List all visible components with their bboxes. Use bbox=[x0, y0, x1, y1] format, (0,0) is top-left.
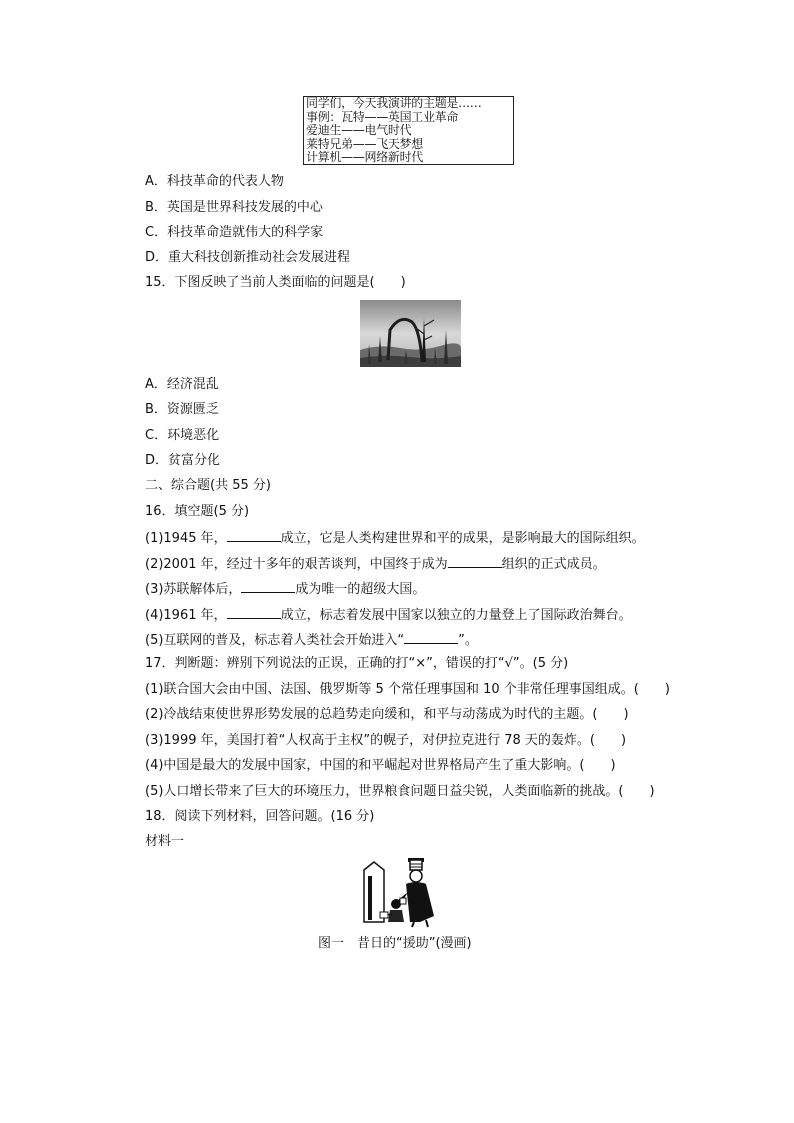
q17-item-5: (5)人口增长带来了巨大的环境压力，世界粮食问题日益尖锐，人类面临新的挑战。( ) bbox=[145, 784, 655, 799]
q16-item-2 bbox=[145, 555, 606, 573]
q16-item-3-before: (3)苏联解体后， bbox=[145, 582, 242, 597]
q16-title: 16．填空题(5 分) bbox=[145, 504, 250, 519]
q17-title: 17．判断题：辨别下列说法的正误，正确的打“×”，错误的打“√”。(5 分) bbox=[145, 656, 569, 671]
q16-item-4-after: 成立，标志着发展中国家以独立的力量登上了国际政治舞台。 bbox=[280, 608, 632, 623]
q17-item-3: (3)1999 年，美国打着“人权高于主权”的幌子，对伊拉克进行 78 天的轰炸。( ) bbox=[145, 733, 627, 748]
q16-item-5-after: ”。 bbox=[458, 633, 478, 648]
answer-blank[interactable] bbox=[241, 580, 295, 593]
material-label: 材料一 bbox=[145, 834, 185, 849]
q14-option-c: C．科技革命造就伟大的科学家 bbox=[145, 225, 324, 240]
q16-item-2-after: 组织的正式成员。 bbox=[501, 557, 606, 572]
quote-line: 事例：瓦特——英国工业革命 bbox=[306, 109, 459, 124]
answer-blank[interactable] bbox=[404, 631, 458, 644]
q16-item-5 bbox=[145, 631, 478, 649]
q18-title: 18．阅读下列材料，回答问题。(16 分) bbox=[145, 809, 375, 824]
q15-option-b: B．资源匮乏 bbox=[145, 402, 219, 417]
quote-line: 爱迪生——电气时代 bbox=[306, 123, 412, 137]
q14-option-b: B．英国是世界科技发展的中心 bbox=[145, 200, 323, 215]
q16-item-4-before: (4)1961 年， bbox=[145, 608, 227, 623]
q14-option-d: D．重大科技创新推动社会发展进程 bbox=[145, 250, 351, 265]
answer-blank[interactable] bbox=[227, 606, 281, 619]
section2-title: 二、综合题(共 55 分) bbox=[145, 478, 271, 493]
quote-line: 同学们，今天我演讲的主题是…… bbox=[306, 96, 482, 110]
q16-item-1 bbox=[145, 529, 645, 547]
figure-caption: 图一 昔日的“援助”(漫画) bbox=[318, 936, 472, 951]
q16-item-1-before: (1)1945 年， bbox=[145, 531, 227, 546]
q15-stem: 15．下图反映了当前人类面临的问题是( ) bbox=[145, 275, 406, 290]
quote-line: 莱特兄弟——飞天梦想 bbox=[306, 136, 424, 151]
quote-line: 计算机——网络新时代 bbox=[306, 150, 424, 164]
q16-item-1-after: 成立，它是人类构建世界和平的成果，是影响最大的国际组织。 bbox=[280, 531, 645, 546]
q17-item-2: (2)冷战结束使世界形势发展的总趋势走向缓和，和平与动荡成为时代的主题。( ) bbox=[145, 707, 629, 722]
cartoon-illustration bbox=[362, 856, 458, 928]
q17-item-1: (1)联合国大会由中国、法国、俄罗斯等 5 个常任理事国和 10 个非常任理事国组成。( ) bbox=[145, 682, 670, 697]
q16-item-4 bbox=[145, 606, 632, 624]
quote-box bbox=[303, 96, 514, 165]
dead-forest-photo bbox=[360, 300, 461, 367]
q15-option-d: D．贫富分化 bbox=[145, 453, 221, 468]
answer-blank[interactable] bbox=[227, 529, 281, 542]
q16-item-2-before: (2)2001 年，经过十多年的艰苦谈判，中国终于成为 bbox=[145, 557, 448, 572]
q15-option-c: C．环境恶化 bbox=[145, 428, 220, 443]
q16-item-3 bbox=[145, 580, 425, 598]
q15-option-a: A．经济混乱 bbox=[145, 377, 219, 392]
q17-item-4: (4)中国是最大的发展中国家，中国的和平崛起对世界格局产生了重大影响。( ) bbox=[145, 758, 616, 773]
q14-option-a: A．科技革命的代表人物 bbox=[145, 174, 284, 189]
q16-item-5-before: (5)互联网的普及，标志着人类社会开始进入“ bbox=[145, 633, 405, 648]
q16-item-3-after: 成为唯一的超级大国。 bbox=[295, 582, 426, 597]
answer-blank[interactable] bbox=[448, 555, 502, 568]
